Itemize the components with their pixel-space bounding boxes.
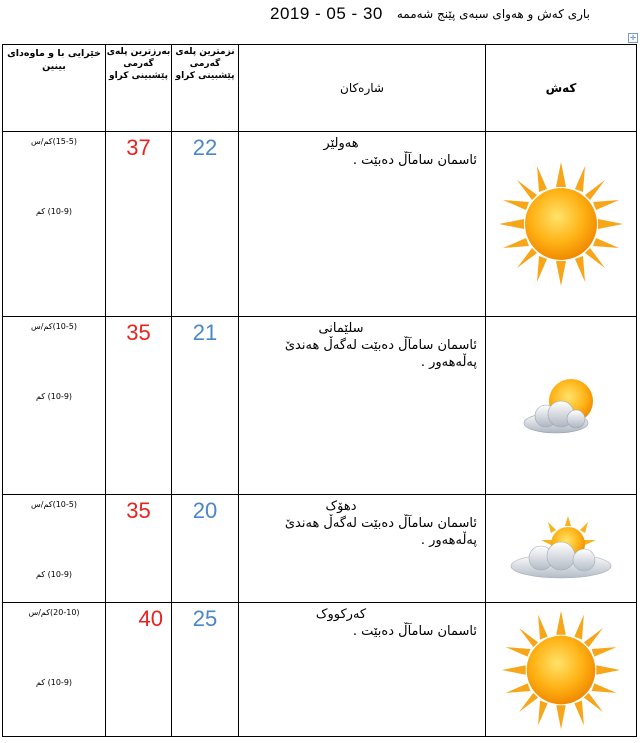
document-title (270, 3, 630, 25)
table-row (3, 495, 637, 603)
forecast-date: 2019 - 05 - 30 (270, 4, 383, 23)
table-row (3, 317, 637, 495)
wind-speed: (10-5)کم/س (31, 500, 77, 509)
wind-cell (3, 603, 106, 737)
max-temp: 35 (126, 498, 151, 523)
header-cities: شارەکان (239, 45, 486, 132)
min-temp-cell (172, 603, 239, 737)
header-row (3, 45, 637, 132)
header-weather: کەش (486, 45, 637, 132)
weather-icon-cell (486, 495, 637, 603)
wind-cell (3, 495, 106, 603)
max-temp-cell (106, 495, 172, 603)
min-temp: 25 (192, 606, 218, 631)
sun-icon (499, 608, 623, 732)
header-min-temp: نزمترین پلەی گەرمی پێشبینی کراو (172, 45, 239, 132)
max-temp-cell (106, 132, 172, 317)
min-temp: 21 (192, 320, 218, 345)
wind-cell (3, 317, 106, 495)
header-wind: خێرایی با و ماوەدای بینین (3, 45, 106, 132)
weather-icon-cell (486, 603, 637, 737)
visibility: (10-9) کم (35, 392, 73, 401)
city-cell (239, 495, 486, 603)
city-name: دهۆک (325, 499, 357, 514)
wind-speed: (15-5)کم/س (31, 137, 77, 146)
min-temp: 22 (192, 135, 218, 160)
city-name: هەولێر (323, 136, 359, 151)
max-temp: 37 (126, 135, 151, 160)
min-temp-cell (172, 317, 239, 495)
header-max-temp: بەرزترین پلەی گەرمی پێشبینی کراو (106, 45, 172, 132)
forecast-table (2, 44, 637, 737)
table-row (3, 132, 637, 317)
wind-speed: (20-10)کم/س (28, 608, 80, 617)
visibility: (10-9) کم (35, 207, 73, 216)
weather-icon-cell (486, 317, 637, 495)
city-cell (239, 132, 486, 317)
max-temp: 35 (126, 320, 151, 345)
sun-behind-cloud-icon (516, 371, 606, 441)
weather-icon-cell (486, 132, 637, 317)
city-description: ئاسمان سامآڵ دەبێت لەگەڵ هەندێ پەڵەهەور . (284, 516, 477, 548)
wind-speed: (10-5)کم/س (31, 322, 77, 331)
city-description: ئاسمان سامآڵ دەبێت لەگەڵ هەندێ پەڵەهەور . (284, 338, 477, 370)
max-temp: 40 (138, 606, 163, 631)
city-description: ئاسمان سامآڵ دەبێت . (352, 624, 477, 639)
min-temp-cell (172, 132, 239, 317)
visibility: (10-9) کم (35, 678, 73, 687)
city-name: کەرکووک (315, 607, 367, 622)
city-name: سلێمانی (318, 321, 364, 336)
city-cell (239, 603, 486, 737)
city-description: ئاسمان سامآڵ دەبێت . (352, 153, 477, 168)
wind-cell (3, 132, 106, 317)
visibility: (10-9) کم (35, 570, 73, 579)
table-row (3, 603, 637, 737)
sun-icon (496, 159, 626, 289)
max-temp-cell (106, 603, 172, 737)
min-temp: 20 (192, 498, 218, 523)
max-temp-cell (106, 317, 172, 495)
sun-behind-cloud-icon (506, 514, 616, 584)
forecast-title: باری کەش و هەوای سبەی پێنج شەممە (396, 7, 590, 21)
city-cell (239, 317, 486, 495)
min-temp-cell (172, 495, 239, 603)
table-move-handle-icon[interactable]: ✛ (628, 33, 638, 43)
